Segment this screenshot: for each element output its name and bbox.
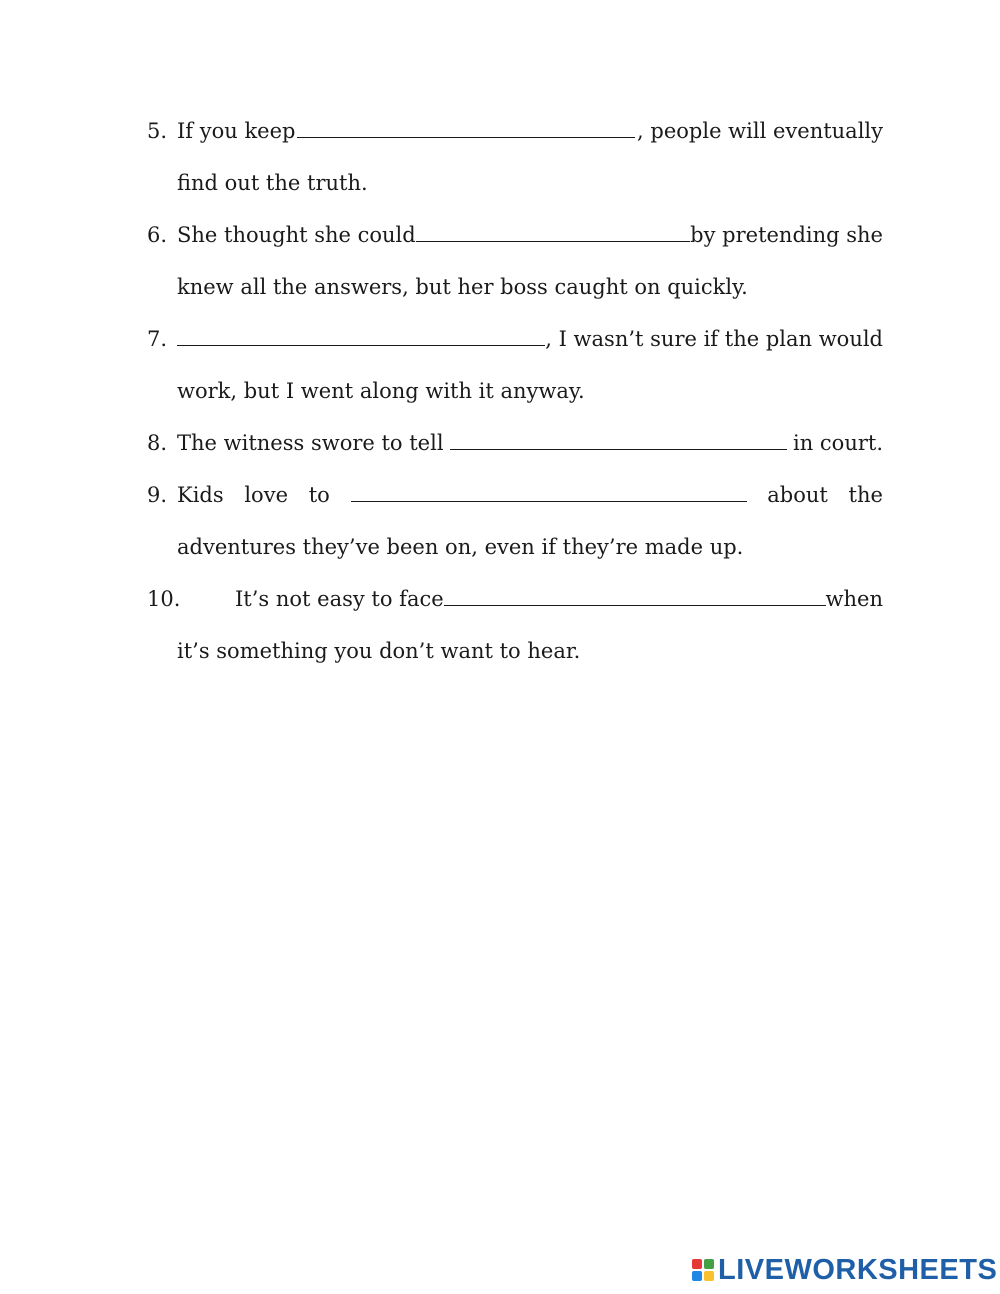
question-number: 10. <box>147 587 181 611</box>
question-10-line-2 <box>147 633 883 685</box>
liveworksheets-logo <box>692 1256 997 1284</box>
question-number: 6. <box>147 223 168 247</box>
question-5-line-2 <box>147 165 883 217</box>
question-word: about <box>767 483 828 507</box>
question-number: 9. <box>147 483 168 507</box>
question-word: the <box>848 483 883 507</box>
question-text: it’s something you don’t want to hear. <box>177 639 581 663</box>
question-8-line-1 <box>147 425 883 477</box>
question-word: Kids <box>177 483 224 507</box>
logo-tile <box>692 1271 702 1281</box>
logo-tiles-icon <box>692 1259 714 1281</box>
question-7-line-1 <box>147 321 883 373</box>
question-7-line-2 <box>147 373 883 425</box>
question-text: by pretending she <box>690 223 883 247</box>
answer-blank-9[interactable] <box>351 477 747 502</box>
question-9-line-1 <box>147 477 883 529</box>
question-9-line-2 <box>147 529 883 581</box>
question-text: work, but I went along with it anyway. <box>177 379 585 403</box>
answer-blank-10[interactable] <box>444 581 826 606</box>
question-text: find out the truth. <box>177 171 368 195</box>
answer-blank-6[interactable] <box>416 217 690 242</box>
logo-tile <box>704 1259 714 1269</box>
logo-tile <box>704 1271 714 1281</box>
answer-blank-8[interactable] <box>450 425 787 450</box>
question-6-line-1 <box>147 217 883 269</box>
logo-text: LIVEWORKSHEETS <box>718 1254 998 1286</box>
question-text: when <box>825 587 883 611</box>
question-number: 8. <box>147 431 168 455</box>
question-5-line-1 <box>147 113 883 165</box>
answer-blank-5[interactable] <box>297 113 635 138</box>
question-text: , people will eventually <box>637 119 883 143</box>
question-word: to <box>308 483 330 507</box>
worksheet <box>147 113 883 685</box>
answer-blank-7[interactable] <box>177 321 545 346</box>
question-word: love <box>244 483 288 507</box>
question-number: 5. <box>147 119 168 143</box>
question-text: The witness swore to tell <box>177 431 444 455</box>
question-number: 7. <box>147 327 168 351</box>
logo-tile <box>692 1259 702 1269</box>
question-text: adventures they’ve been on, even if they’re made up. <box>177 535 744 559</box>
question-10-line-1 <box>147 581 883 633</box>
question-text: knew all the answers, but her boss caught on quickly. <box>177 275 748 299</box>
question-text: It’s not easy to face <box>235 587 444 611</box>
question-6-line-2 <box>147 269 883 321</box>
question-text: , I wasn’t sure if the plan would <box>545 327 883 351</box>
question-text: If you keep <box>177 119 296 143</box>
question-text: in court. <box>793 431 883 455</box>
question-text: She thought she could <box>177 223 416 247</box>
